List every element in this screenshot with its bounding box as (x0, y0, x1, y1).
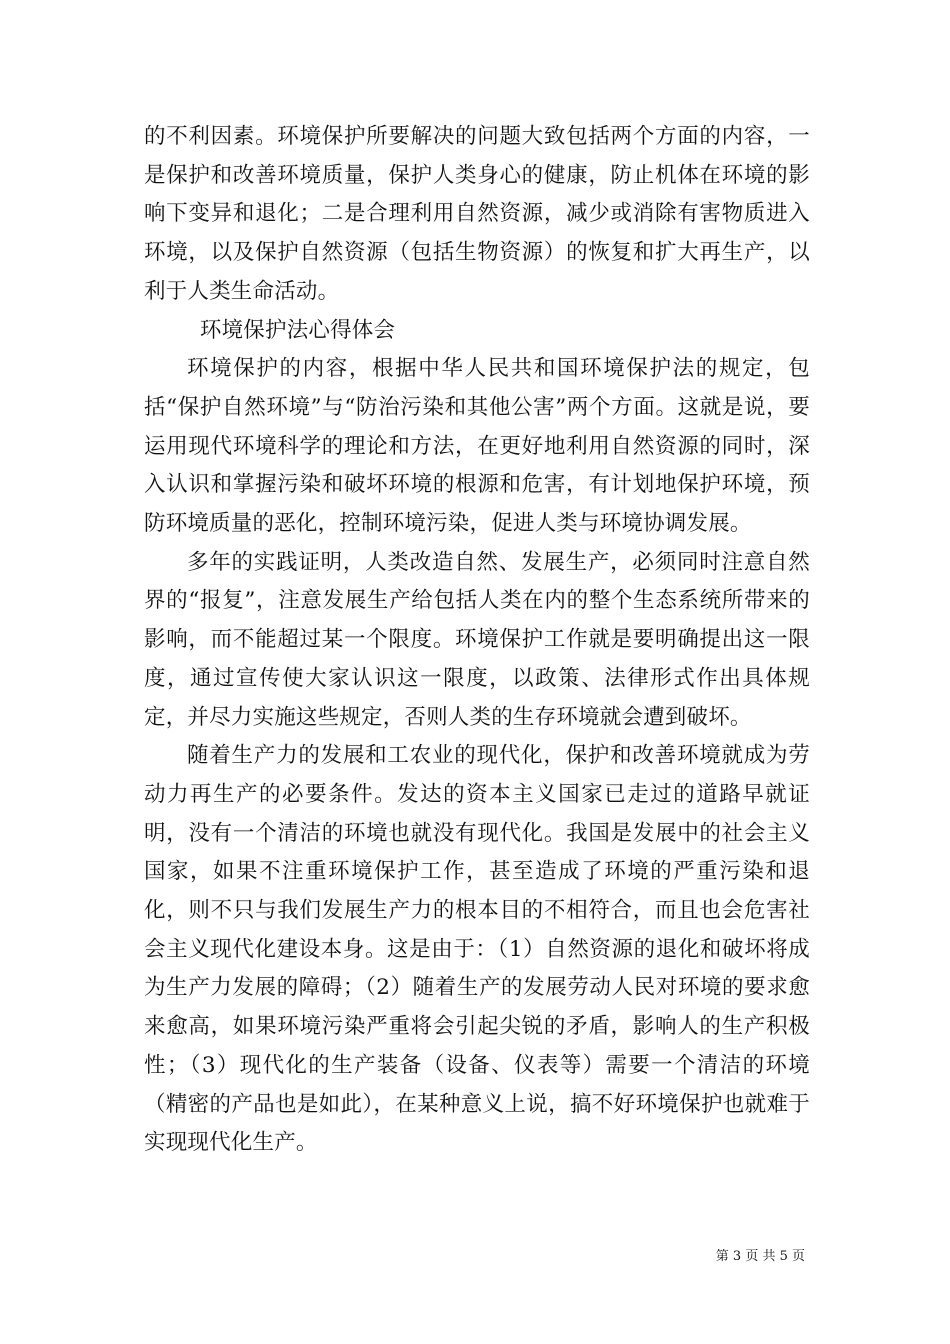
paragraph-practice: 多年的实践证明，人类改造自然、发展生产，必须同时注意自然界的“报复”，注意发展生产给包括人类在内的整个生态系统所带来的影响，而不能超过某一个限度。环境保护工作就是要明确提出这一限度，通过宣传使大家认识这一限度，以政策、法律形式作出具体规定，并尽力实施这些规定，否则人类的生存环境就会遭到破坏。 (144, 549, 810, 730)
page-number: 第 3 页 共 5 页 (715, 1249, 805, 1264)
paragraph-content: 环境保护的内容，根据中华人民共和国环境保护法的规定，包括“保护自然环境”与“防治污染和其他公害”两个方面。这就是说，要运用现代环境科学的理论和方法，在更好地利用自然资源的同时，深入认识和掌握污染和破坏环境的根源和危害，有计划地保护环境，预防环境质量的恶化，控制环境污染，促进人类与环境协调发展。 (144, 356, 810, 537)
document-page (144, 118, 810, 1163)
paragraph-modernization: 随着生产力的发展和工农业的现代化，保护和改善环境就成为劳动力再生产的必要条件。发达的资本主义国家已走过的道路早就证明，没有一个清洁的环境也就没有现代化。我国是发展中的社会主义国家，如果不注重环境保护工作，甚至造成了环境的严重污染和退化，则不只与我们发展生产力的根本目的不相符合，而且也会危害社会主义现代化建设本身。这是由于：（1）自然资源的退化和破坏将成为生产力发展的障碍；（2）随着生产的发展劳动人民对环境的要求愈来愈高，如果环境污染严重将会引起尖锐的矛盾，影响人的生产积极性；（3）现代化的生产装备（设备、仪表等）需要一个清洁的环境（精密的产品也是如此），在某种意义上说，搞不好环境保护也就难于实现现代化生产。 (144, 743, 810, 1156)
paragraph-continuation: 的不利因素。环境保护所要解决的问题大致包括两个方面的内容，一是保护和改善环境质量，保护人类身心的健康，防止机体在环境的影响下变异和退化；二是合理利用自然资源，减少或消除有害物质进入环境，以及保护自然资源（包括生物资源）的恢复和扩大再生产，以利于人类生命活动。 (144, 124, 810, 304)
section-heading: 环境保护法心得体会 (199, 317, 396, 343)
